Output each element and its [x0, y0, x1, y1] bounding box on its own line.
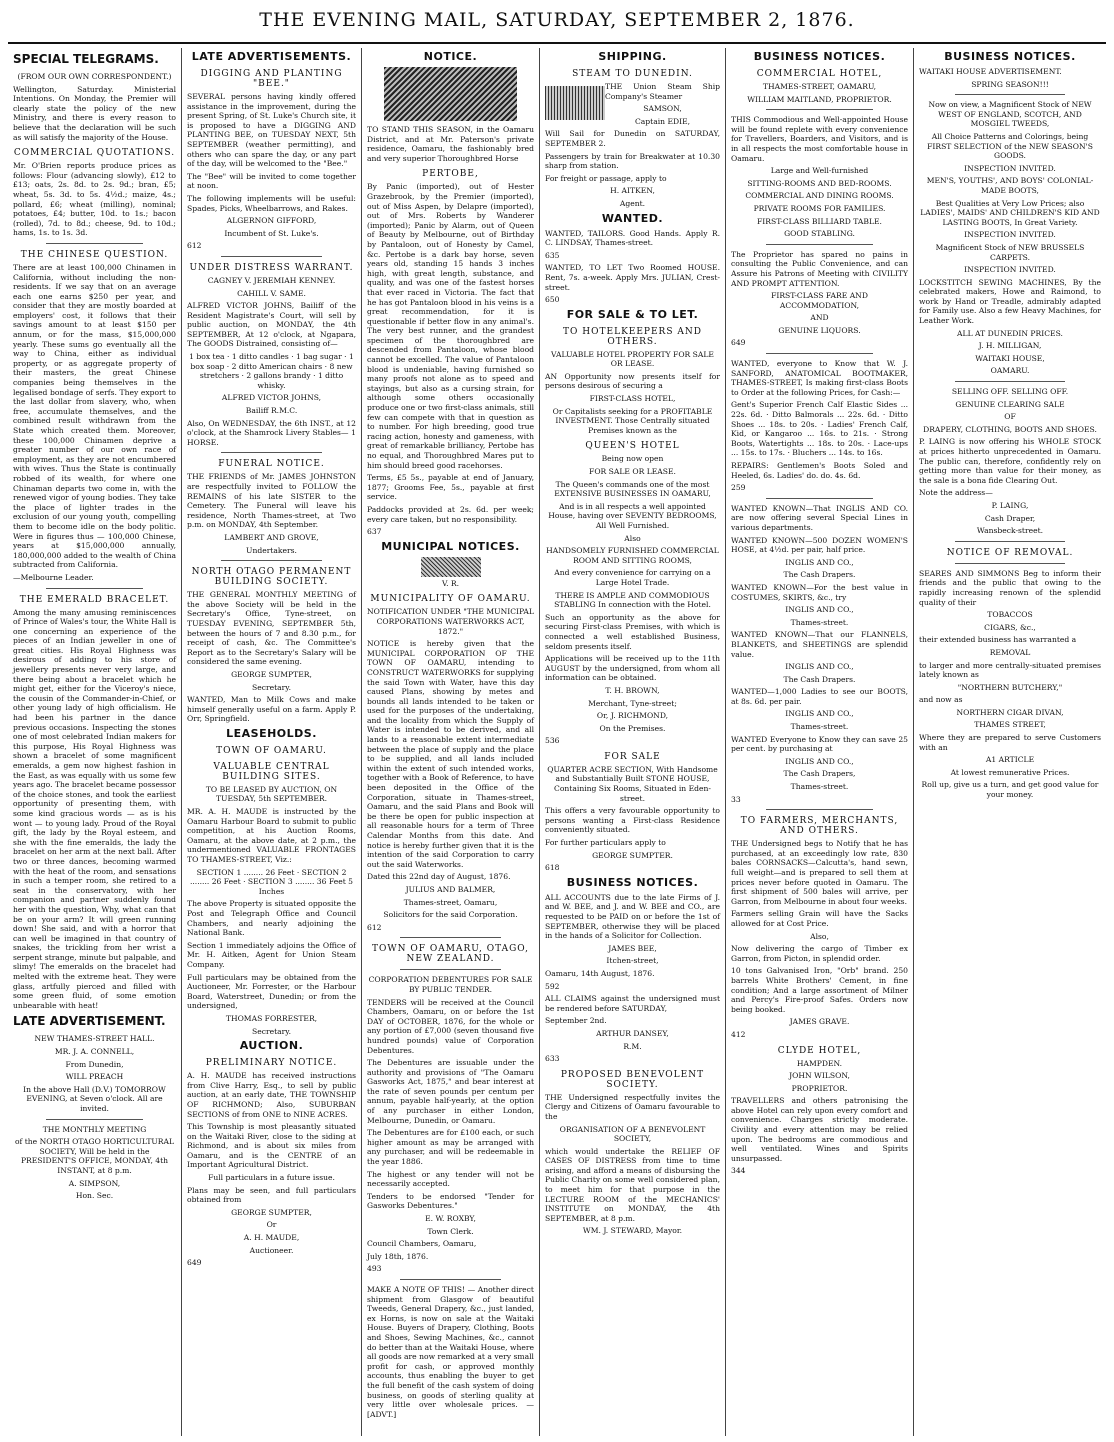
aitken-role: Agent.	[619, 198, 646, 208]
inglis-street: Thames-street.	[790, 782, 849, 792]
solicitors-address: Thames-street, Oamaru,	[403, 897, 498, 907]
council-date: July 18th, 1876.	[367, 1251, 429, 1261]
cigar-divan: NORTHERN CIGAR DIVAN,	[956, 707, 1064, 717]
debentures-amount: The Debentures are for £100 each, or such higher amount as may be arranged with any purchaser, and will be redeemable in the year 1886.	[367, 1128, 534, 1167]
ad-number: 344	[731, 1166, 746, 1176]
horse-engraving-image	[384, 67, 518, 121]
case-name-2: CAHILL V. SAME.	[237, 288, 306, 298]
captain-name: Captain EDIE,	[634, 116, 691, 126]
column-2	[182, 48, 362, 1436]
divider	[766, 809, 872, 810]
grain-text: Farmers selling Grain will have the Sacks allowed for at Cost Price.	[731, 909, 908, 928]
masthead-rule	[8, 42, 1106, 44]
johns-signature: ALFRED VICTOR JOHNS,	[221, 393, 322, 403]
forrester-role: Secretary.	[252, 1026, 291, 1036]
also-label: Also,	[810, 931, 829, 941]
undertakers-role: Undertakers.	[246, 545, 297, 555]
inglis-save: WANTED Everyone to Know they can save 25 per cent. by purchasing at	[731, 734, 908, 754]
extended-business: their extended business has warranted a	[919, 635, 1077, 645]
quotations-heading: COMMERCIAL QUOTATIONS.	[13, 148, 176, 159]
column-1	[8, 48, 182, 1436]
cigars: CIGARS, &c.,	[984, 622, 1036, 632]
sumpter-name: GEORGE SUMPTER,	[231, 1207, 312, 1217]
hotel-fare: FIRST-CLASS FARE AND ACCOMMODATION,	[771, 291, 868, 310]
stud-terms: Terms, £5 5s., payable at end of January, 1877; Grooms Fee, 5s., payable at first service.	[367, 473, 534, 502]
roxby-role: Town Clerk.	[427, 1226, 474, 1236]
debentures-authority: The Debentures are issuable under the authority and provisions of "The Oamaru Gasworks Act, 1875," and bear interest at the rate of seven pounds per centum per annum, payable half-yearly, at the option of any purchaser in either London, Melbourne, Dunedin, or Oamaru.	[367, 1058, 534, 1125]
distress-warrant-text: ALFRED VICTOR JOHNS, Bailiff of the Resident Magistrate's Court, will sell by public auction, on MONDAY, the 4th SEPTEMBER, At 12 o'clock, at Ngapara, The GOODS Distrained, consisting of—	[187, 301, 356, 349]
benevolent-organisation: ORGANISATION OF A BENEVOLENT SOCIETY,	[559, 1124, 706, 1144]
inglis-role: The Cash Drapers.	[783, 674, 856, 684]
boot-repairs: REPAIRS: Gentlemen's Boots Soled and Heeled, 6s. Ladies' do. do. 4s. 6d.	[731, 461, 908, 480]
royal-crest-image	[421, 557, 481, 577]
ad-number: 633	[545, 1054, 560, 1064]
newspaper-title: THE EVENING MAIL, SATURDAY, SEPTEMBER 2, 1876.	[259, 9, 855, 31]
hall-name: NEW THAMES-STREET HALL.	[34, 1034, 155, 1044]
municipal-notices-heading: MUNICIPAL NOTICES.	[381, 539, 520, 553]
iron-text: 10 tons Galvanised Iron, "Orb" brand. 250 barrels White Brothers' Cement, in fine condition; And a large assortment of Milner and Percy's Fire-proof Safes. Orders now being booked.	[731, 966, 908, 1014]
johns-role: Bailiff R.M.C.	[245, 406, 298, 416]
tweeds-text: Now on view, a Magnificent Stock of NEW WEST OF ENGLAND, SCOTCH, AND MOSGIEL TWEEDS,	[928, 100, 1092, 129]
ad-number: 618	[545, 863, 560, 873]
richmond-plans: Plans may be seen, and full particulars obtained from	[187, 1185, 356, 1205]
farmers-heading: TO FARMERS, MERCHANTS, AND OTHERS.	[740, 816, 899, 837]
digging-bee-text: SEVERAL persons having kindly offered assistance in the improvement, during the present Spring, of St. Luke's Church site, it is proposed to have a DIGGING AND PLANTING BEE, on TUESDAY NEXT, 5th SEPTEMBER (weather permitting), and others who can spare the day, or any part of the day, will be welcomed to the "Bee."	[187, 92, 356, 169]
notice-heading: NOTICE.	[423, 50, 478, 63]
clyde-hotel-heading: CLYDE HOTEL,	[777, 1045, 862, 1056]
ad-number: 612	[367, 922, 382, 932]
preliminary-notice-heading: PRELIMINARY NOTICE.	[205, 1058, 338, 1069]
dated-line: Dated this 22nd day of August, 1876.	[367, 872, 511, 882]
colonial-boots: MEN'S, YOUTHS', AND BOYS' COLONIAL-MADE BOOTS,	[926, 176, 1094, 195]
wanted-milker-text: WANTED, Man to Milk Cows and make himself generally useful on a farm. Apply P. Orr, Springfield.	[187, 695, 356, 724]
ad-number: 412	[731, 1029, 746, 1039]
sewing-machines-text: LOCKSTITCH SEWING MACHINES, By the celebrated makers, Howe and Raimond, to work by Hand or Treadle, admirably adapted for Family use. Also a few Heavy Machines, for Leather Work.	[919, 277, 1101, 326]
steward-signature: WM. J. STEWARD, Mayor.	[582, 1226, 683, 1236]
richmond-signature: Or, J. RICHMOND,	[596, 711, 669, 721]
funeral-notice-heading: FUNERAL NOTICE.	[218, 459, 325, 470]
hotel-feature-5: FIRST-CLASS BILLIARD TABLE.	[757, 216, 882, 226]
ad-number: 650	[545, 295, 560, 305]
hotel-feature-4: PRIVATE ROOMS FOR FAMILIES.	[753, 203, 886, 213]
aitken-signature: H. AITKEN,	[610, 186, 655, 196]
divider	[766, 353, 872, 354]
steamer-image	[545, 86, 605, 120]
and-label: AND	[810, 313, 829, 323]
or-label: Or	[266, 1220, 277, 1230]
dunedin-prices: ALL AT DUNEDIN PRICES.	[957, 328, 1063, 338]
chinese-question-credit: —Melbourne Leader.	[13, 572, 94, 582]
clyde-owner: JOHN WILSON,	[789, 1071, 850, 1081]
newspaper-page	[8, 48, 1106, 1436]
selling-off-heading: SELLING OFF. SELLING OFF.	[951, 387, 1069, 397]
late-advertisements-heading: LATE ADVERTISEMENTS.	[191, 50, 352, 63]
sailing-text: Will Sail for Dunedin on SATURDAY, SEPTEMBER 2.	[545, 129, 720, 148]
divider	[221, 452, 322, 453]
hotel-feature-1: Large and Well-furnished	[770, 166, 869, 176]
northern-butchery: "NORTHERN BUTCHERY,"	[957, 682, 1063, 692]
richmond-text: A. H. MAUDE has received instructions from Clive Harry, Esq., to sell by public auction, at an early date, THE TOWNSHIP OF RICHMOND; Also, SUBURBAN SECTIONS of from ONE to NINE ACRES.	[187, 1071, 356, 1119]
shipping-heading: SHIPPING.	[598, 50, 667, 63]
note-address: Note the address—	[919, 488, 993, 498]
preach-details: In the above Hall (D.V.) TOMORROW EVENING, at Seven o'clock. All are invited.	[23, 1084, 166, 1113]
inglis-special-lines: WANTED KNOWN—That INGLIS AND CO. are now offering several Special Lines in various departments.	[731, 503, 908, 532]
claims-text: ALL CLAIMS against the undersigned must be rendered before SATURDAY,	[545, 994, 720, 1013]
sumpter-signature: GEORGE SUMPTER.	[592, 850, 673, 860]
divider	[955, 541, 1064, 542]
sanford-text: WANTED, everyone to Know that W. J. SANFORD, ANATOMICAL BOOTMAKER, THAMES-STREET, Is making first-class Boots to Order at the following Prices, for Cash:—	[731, 359, 908, 397]
waterworks-text: NOTICE is hereby given that the MUNICIPAL CORPORATION OF THE TOWN OF OAMARU, intending to CONSTRUCT WATERWORKS for supplying the said Town with Water, have this day caused Plans, showing by metes and bounds all lands intended to be taken or used for the purposes of the undertaking, and the locality from which the Supply of Water is intended to be derived, and all lands to a reasonable extent intermediate between the place of supply and the place to be supplied, and all lands included within the extent of such intended works, together with a Book of Reference, to have been deposited in the Office of the Corporation, situate in Thames-street, Oamaru, and the said Plans and Book will be there be open for public inspection at all reasonable hours for a term of Three Calendar Months from this date. And notice is hereby further given that it is the intention of the said Corporation to carry out the said Waterworks.	[367, 639, 534, 869]
inglis-role: Thames-street.	[790, 722, 849, 732]
clyde-location: HAMPDEN.	[796, 1058, 843, 1068]
hotel-feature-2: SITTING-ROOMS AND BED-ROOMS.	[747, 178, 892, 188]
richmond-role: On the Premises.	[599, 723, 666, 733]
preach-label: WILL PREACH	[65, 1072, 124, 1082]
roxby-signature: E. W. ROXBY,	[425, 1214, 476, 1223]
inglis-signature: INGLIS AND CO.,	[785, 756, 854, 766]
dansey-signature: ARTHUR DANSEY,	[596, 1028, 669, 1038]
for-sale-to-let-heading: FOR SALE & TO LET.	[566, 307, 699, 321]
bee-address: Itchen-street,	[606, 956, 659, 966]
clyde-text: TRAVELLERS and others patronising the above Hotel can rely upon every comfort and convenience. Charges strictly moderate. Civility and every attention may be relied upon. The bedrooms are commodious and well ventilated. Wines and Spirits unsurpassed.	[731, 1096, 908, 1163]
waitaki-advert-text: MAKE A NOTE OF THIS! — Another direct shipment from Glasgow of beautiful Tweeds, General Drapery, &c., just landed, ex Horns, is now on sale at the Waitaki House. Buyers of Drapery, Clothing, Boots and Shoes, Sewing Machines, &c., cannot do better than at the Waitaki House, where all goods are now remarked at a very small profit for cash, or approved monthly accounts, thus enabling the buyer to get the full benefit of the cash system of doing business, on goods of sterling quality at very little over wholesale prices. — [ADVT.]	[367, 1284, 534, 1419]
ad-number: 259	[731, 483, 746, 493]
divider	[400, 1279, 500, 1280]
benevolent-invite: THE Undersigned respectfully invites the Clergy and Citizens of Oamaru favourable to the	[545, 1092, 720, 1121]
sumpter-role: Secretary.	[252, 682, 291, 692]
horse-name: PERTOBE,	[422, 169, 479, 180]
clyde-role: PROPRIETOR.	[791, 1083, 848, 1093]
inglis-role: The Cash Drapers,	[783, 769, 856, 779]
hotelkeepers-heading: TO HOTELKEEPERS AND OTHERS.	[563, 326, 702, 347]
applications-text: Applications will be received up to the 11th AUGUST by the undersigned, from whom all information can be obtained.	[545, 654, 720, 683]
steam-dunedin-heading: STEAM TO DUNEDIN.	[572, 69, 693, 79]
drapery-list: DRAPERY, CLOTHING, BOOTS AND SHOES.	[923, 424, 1097, 434]
divider	[955, 381, 1064, 382]
meeting-signatory: A. SIMPSON,	[68, 1178, 121, 1188]
for-sale-heading: FOR SALE	[604, 751, 661, 762]
inglis-boots: WANTED—1,000 Ladies to see our BOOTS, at 8s. 6d. per pair.	[731, 687, 908, 706]
property-location: The above Property is situated opposite the Post and Telegraph Office and Council Chambers, and nearly adjoining the National Bank.	[187, 899, 356, 938]
premises-text: to larger and more centrally-situated premises lately known as	[919, 660, 1101, 680]
debentures-heading: CORPORATION DEBENTURES FOR SALE BY PUBLIC TENDER.	[368, 975, 533, 994]
column-5	[726, 48, 914, 1436]
spring-season: SPRING SEASON!!!	[971, 79, 1049, 89]
building-society-text: THE GENERAL MONTHLY MEETING of the above Society will be held in the Secretary's Office, Tyne-street, on TUESDAY EVENING, SEPTEMBER 5th, between the hours of 7 and 8.30 p.m., for receipt of cash, &c. The Committee's Report as to the Secretary's Salary will be considered the same evening.	[187, 590, 356, 667]
also-label: Also	[624, 533, 641, 543]
building-sites-heading: VALUABLE CENTRAL BUILDING SITES.	[213, 761, 330, 782]
seares-text: SEARES AND SIMMONS Beg to inform their friends and the public that owing to the rapidly increasing renown of the splendid quality of their	[919, 568, 1101, 607]
horse-sale-text: Also, On WEDNESDAY, the 6th INST., at 12 o'clock, at the Shamrock Livery Stables— 1 HORSE.	[187, 418, 356, 447]
distrained-items: 1 box tea · 1 ditto candles · 1 bag sugar · 1 box soap · 2 ditto American chairs · 8 new stretchers · 2 gallons brandy · 1 ditto whisky.	[189, 352, 354, 390]
inglis-costumes: WANTED KNOWN—For the best value in COSTUMES, SKIRTS, &c., try	[731, 582, 908, 602]
business-notices-heading: BUSINESS NOTICES.	[566, 875, 699, 889]
vr-label: V. R.	[441, 578, 460, 588]
gifford-signature: ALGERNON GIFFORD,	[226, 216, 317, 226]
residence-text: This offers a very favourable opportunity to persons wanting a First-class Residence conveniently situated.	[545, 806, 720, 835]
inspection-invited: INSPECTION INVITED.	[964, 163, 1056, 173]
digging-bee-invite: The "Bee" will be invited to come together at noon.	[187, 171, 356, 191]
hotel-description: THIS Commodious and Well-appointed House will be found replete with every convenience for Travellers, Boarders, and Visitors, and is in all respects the most comfortable house in Oamaru.	[731, 115, 908, 163]
removal-heading: NOTICE OF REMOVAL.	[946, 547, 1074, 558]
business-notices-heading: BUSINESS NOTICES.	[944, 50, 1076, 63]
divider	[766, 498, 872, 499]
wanted-tailors: WANTED, TAILORS. Good Hands. Apply R. C. LINDSAY, Thames-street.	[545, 228, 720, 248]
cornsacks-text: THE Undersigned begs to Notify that he has purchased, at an exceedingly low rate, 830 bales CORNSACKS—Calcutta's, hand sewn, full weight—and is prepared to sell them at prices never before quoted in Oamaru. The first shipment of 500 bales will arrive, per Garron, from Melbourne in about four weeks.	[731, 839, 908, 906]
stabling-text: THERE IS AMPLE AND COMMODIOUS STABLING In connection with the Hotel.	[554, 590, 711, 610]
of-label: OF	[1004, 412, 1016, 422]
brown-signature: T. H. BROWN,	[605, 685, 660, 695]
being-open: Being now open	[601, 454, 664, 464]
distress-warrant-heading: UNDER DISTRESS WARRANT.	[189, 262, 354, 273]
steamer-company: THE Union Steam Ship Company's Steamer	[605, 82, 720, 101]
removal-label: REMOVAL	[989, 647, 1031, 657]
ad-number: 493	[367, 1264, 382, 1274]
laing-street: Wansbeck-street.	[976, 526, 1044, 536]
forrester-signature: THOMAS FORRESTER,	[225, 1013, 318, 1023]
tenders-text: TENDERS will be received at the Council Chambers, Oamaru, on or before the 1st DAY of OCTOBER, 1876, for the whole or any portion of £7,000 (seven thousand five hundred pounds) value of Corporation Debentures.	[367, 997, 534, 1055]
capitalists-text: Or Capitalists seeking for a PROFITABLE INVESTMENT. Those Centrally situated Premises known as the	[552, 406, 713, 435]
laing-signature: P. LAING,	[991, 500, 1029, 510]
leaseholds-heading: LEASEHOLDS.	[226, 726, 317, 740]
masthead	[0, 0, 1114, 44]
queens-hotel: QUEEN'S HOTEL	[585, 441, 680, 452]
solicitors-role: Solicitors for the said Corporation.	[383, 910, 518, 920]
column-4	[540, 48, 726, 1436]
now-as: and now as	[919, 695, 963, 705]
divider	[766, 109, 872, 110]
meeting-title: THE MONTHLY MEETING	[42, 1124, 147, 1134]
maude-name: A. H. MAUDE,	[243, 1233, 300, 1243]
roll-up-text: Roll up, give us a turn, and get good value for your money.	[921, 780, 1099, 800]
ad-number: 649	[731, 338, 746, 348]
patterns-text: All Choice Patterns and Colorings, being FIRST SELECTION of the NEW SEASON'S GOODS.	[927, 131, 1093, 161]
sumpter-signature: GEORGE SUMPTER,	[231, 669, 312, 679]
timber-text: Now delivering the cargo of Timber ex Garron, from Picton, in splendid order.	[731, 944, 908, 963]
laing-role: Cash Draper,	[984, 513, 1036, 523]
commercial-hotel-heading: COMMERCIAL HOTEL,	[756, 69, 883, 79]
inglis-signature: INGLIS AND CO.,	[785, 662, 854, 672]
digging-bee-implements: The following implements will be useful: Spades, Picks, Wheelbarrows, and Rakes.	[187, 193, 356, 213]
column-6	[914, 48, 1106, 1436]
telegram-text: Wellington, Saturday. Ministerial Intentions. On Monday, the Premier will clearly state the policy of the new Ministry, and there is every reason to believe that the declaration will be such as will satisfy the majority of the House.	[13, 84, 176, 142]
inspection-invited: INSPECTION INVITED.	[964, 265, 1056, 275]
inglis-flannels: WANTED KNOWN—That our FLANNELS, BLANKETS, and SHEETINGS are splendid value.	[731, 630, 908, 659]
auction-heading: AUCTION.	[239, 1039, 304, 1053]
inglis-signature: INGLIS AND CO.,	[785, 709, 854, 719]
inglis-role: The Cash Drapers.	[783, 570, 856, 580]
customers-text: Where they are prepared to serve Customers with an	[919, 733, 1101, 752]
telegrams-source: (FROM OUR OWN CORRESPONDENT.)	[17, 72, 172, 81]
boot-prices: Gent's Superior French Calf Elastic Sides ... 22s. 6d. · Ditto Balmorals ... 22s. 6d. · Ditto Shoes ... 18s. to 20s. · Ladies' French Calf, Kid, or Kangaroo ... 16s. to 21s. · Strong Boots, Watertights ... 18s. to 20s. · Lace-ups ... 15s. to 17s. · Bluchers ... 14s. to 16s.	[731, 400, 908, 458]
bee-date: Oamaru, 14th August, 1876.	[545, 968, 655, 978]
convenience-text: And every convenience for carrying on a Large Hotel Trade.	[554, 568, 711, 587]
tender-acceptance: The highest or any tender will not be necessarily accepted.	[367, 1169, 534, 1189]
milligan-signature: J. H. MILLIGAN,	[978, 341, 1042, 351]
hotel-feature-6: GOOD STABLING.	[784, 229, 855, 239]
town-nz-heading: TOWN OF OAMARU, OTAGO, NEW ZEALAND.	[372, 944, 529, 965]
divider	[46, 588, 144, 589]
gifford-role: Incumbent of St. Luke's.	[224, 228, 319, 238]
laing-text: P. LAING is now offering his WHOLE STOCK at prices hitherto unprecedented in Oamaru. The public can, therefore, confidently rely on getting more than value for their money, as the sale is a bona fide Clearing Out.	[919, 437, 1101, 485]
divider	[955, 563, 1064, 564]
boots-variety: Best Qualities at Very Low Prices; also LADIES', MAIDS' AND CHILDREN'S KID AND LASTING BOOTS, In Great Variety.	[920, 198, 1100, 227]
late-advertisement-heading: LATE ADVERTISEMENT.	[13, 1014, 166, 1029]
hotel-street: THAMES-STREET, OAMARU,	[762, 82, 877, 91]
lowest-prices: At lowest remunerative Prices.	[950, 767, 1070, 777]
divider	[221, 256, 322, 257]
town-heading: TOWN OF OAMARU.	[216, 745, 327, 756]
emerald-bracelet-text: Among the many amusing reminiscences of Prince of Wales's tour, the White Hall is one concerning an experience of the pieces of an Indian jeweller in one of great cities. His Royal Highness was desirous of adding to his store of jewellery presents never very large, and there being about a bracelet which he might get, either for the Viceroy's niece, the cousin of the Commander-in-Chief, or other young lady of high officialism. He had been his partner in the dance previous occasions. Inspecting the stones one of most celebrated Indian makers for this purpose, His Royal Highness was shown a bracelet of some magnificent emeralds, a gem now highest fashion in the East, as was equally with us some few years ago. The bracelet became possessor of the choice stones, and took the earliest opportunity of presenting them, with some kind gracious words — as is his wont — to young lady. Proud of the Royal gift, the lady by the Royal esteem, and she with the fine emeralds, the lady the bracelet on her arm at the next ball. After two or three dances, becoming warmed with the heat of the room, and sensations in such a temper room, she retired to a seat in the conservatory, with her companion and partner suddenly found her with the question, Why, what can that be on your arm? It will green running down! She said, and with a horror that can well be imagined in that country of snakes, the trickling from her wrist a serpent strange, minute but palpable, and slimy! The emeralds on the bracelet had melted with the extreme heat. They were glass, artfully pierced and filled with some green fluid, of some emotion unbearable with heat!	[13, 607, 176, 1010]
ad-number: 592	[545, 981, 560, 991]
maude-role: Auctioneer.	[249, 1245, 294, 1255]
hotel-property-heading: VALUABLE HOTEL PROPERTY FOR SALE OR LEASE.	[551, 349, 714, 369]
clearing-sale: GENUINE CLEARING SALE	[955, 399, 1065, 409]
business-notices-heading: BUSINESS NOTICES.	[753, 50, 886, 63]
divider	[46, 1119, 144, 1120]
hotel-proprietor: WILLIAM MAITLAND, PROPRIETOR.	[747, 94, 892, 104]
ad-number: 33	[731, 794, 741, 804]
emerald-bracelet-heading: THE EMERALD BRACELET.	[19, 594, 170, 605]
richmond-situation: This Township is most pleasantly situated on the Waitaki River, close to the siding at Richmond, and is about six miles from Oamaru, and is the CENTRE of an Important Agricultural District.	[187, 1122, 356, 1170]
stone-house-text: QUARTER ACRE SECTION, With Handsome and Substantially Built STONE HOUSE, Containing Six Rooms, Situated in Eden-street.	[547, 764, 718, 803]
tobaccos: TOBACCOS	[987, 610, 1033, 620]
commercial-room-text: HANDSOMELY FURNISHED COMMERCIAL ROOM AND SITTING ROOMS,	[546, 546, 719, 565]
divider	[400, 937, 500, 938]
ad-number: 536	[545, 736, 560, 746]
case-name: CAGNEY V. JEREMIAH KENNEY.	[207, 275, 336, 285]
ad-number: 635	[545, 250, 560, 260]
section-adjoins: Section 1 immediately adjoins the Office of Mr. H. Aitken, Agent for Union Steam Company.	[187, 940, 356, 969]
divider	[766, 244, 872, 245]
bedrooms-text: And is in all respects a well appointed House, having over SEVENTY BEDROOMS, All Well Furnished.	[548, 501, 717, 530]
wanted-heading: WANTED.	[601, 211, 664, 225]
inglis-role: Thames-street.	[790, 617, 849, 627]
sections-list: SECTION 1 ........ 26 Feet · SECTION 2 ........ 26 Feet · SECTION 3 ........ 36 Feet 5 Inches	[189, 867, 354, 896]
column-3	[362, 48, 540, 1436]
inglis-signature: INGLIS AND CO.,	[785, 557, 854, 567]
divider	[400, 969, 500, 970]
opportunity-text: AN Opportunity now presents itself for persons desirous of securing a	[545, 371, 720, 391]
chinese-question-text: There are at least 100,000 Chinamen in California, without including the non-residents. If we say that on an average each one earns $250 per year, and consider that they are mostly boarded at employers' cost, it follows that their savings amount to at least $150 per annum, or for the mass, $15,000,000 yearly. These sums go eventually all the way to China, either as individual property, or as aggregate property of their masters, the great Chinese companies being themselves in the legalised bondage of serfs. They export to the last dollar from slavery, who, when free, accumulate themselves, and the combined result withdrawn from the State which created them. Moreover, these 100,000 Chinamen deprive a greater number of our own race of employment, as they are not encumbered with wives. Thus the State is continually robbed of its wealth, for where one Chinaman departs two come in, with the renewed vigor of young bodies. They take the place of lighter trades in the exclusion of our young youth, compelling them to become idle on the body politic. Were in figures thus — 100,000 Chinese, years at $15,000,000 annually, 180,000,000 added to the wealth of China subtracted from California.	[13, 262, 176, 570]
passengers-text: Passengers by train for Breakwater at 10.30 sharp from station.	[545, 151, 720, 171]
accounts-text: ALL ACCOUNTS due to the late Firms of J. and W. BEE, and J. and W. BEE and CO., are requested to be PAID on or before the 1st of SEPTEMBER, otherwise they will be placed in the hands of a Solicitor for Collection.	[545, 892, 720, 941]
carpets-text: Magnificent Stock of NEW BRUSSELS CARPETS.	[935, 242, 1085, 262]
proprietor-text: The Proprietor has spared no pains in consulting the Public Convenience, and can Assure his Patrons of Meeting with CIVILITY AND PROMPT ATTENTION.	[731, 249, 908, 288]
divider	[46, 243, 144, 244]
inglis-signature: INGLIS AND CO.,	[785, 605, 854, 615]
seldom-text: Such an opportunity as the above for securing First-class Premises, with which is connected a well established Business, seldom presents itself.	[545, 612, 720, 651]
claims-date: September 2nd.	[545, 1016, 607, 1026]
a1-article: A1 ARTICLE	[985, 755, 1035, 765]
quotations-text: Mr. O'Brien reports produce prices as follows: Flour (advancing slowly), £12 to £13; oats, 2s. 8d. to 2s. 9d.; bran, £5; wheat, 5s. 3d. to 5s. 4½d.; maize, 4s.; pollard, £6; wheat (milling), nominal; potatoes, £4; butter, 10d. to 1s.; bacon (rolled), 7d. to 8d.; cheese, 9d. to 10d.; hams, 1s. to 1s. 3d.	[13, 161, 176, 238]
lease-particulars: Full particulars may be obtained from the Auctioneer, Mr. Forrester, or the Harbour Board, Waterstreet, Dunedin; or from the undersigned,	[187, 972, 356, 1011]
notification-heading: NOTIFICATION UNDER "THE MUNICIPAL CORPORATIONS WATERWORKS ACT, 1872."	[367, 607, 534, 636]
wanted-house: WANTED, TO LET Two Roomed HOUSE. Rent, 7s. a-week. Apply Mrs. JULIAN, Crest-street.	[545, 263, 720, 292]
divider	[221, 560, 322, 561]
stud-notice-text: TO STAND THIS SEASON, in the Oamaru District, and at Mr. Paterson's private residence, Oamaru, the fashionably bred and very superior Thoroughbred Horse	[367, 125, 534, 163]
bee-signature: JAMES BEE,	[608, 943, 657, 953]
pastor-from: From Dunedin,	[65, 1059, 124, 1069]
ad-number: 612	[187, 241, 202, 251]
meeting-details: of the NORTH OTAGO HORTICULTURAL SOCIETY, Will be held in the PRESIDENT'S OFFICE, MONDAY, 4th INSTANT, at 8 p.m.	[14, 1137, 175, 1175]
ship-name: SAMSON,	[643, 104, 682, 114]
meeting-signatory-role: Hon. Sec.	[75, 1191, 114, 1201]
inglis-hose: WANTED KNOWN—500 DOZEN WOMEN'S HOSE, at 4½d. per pair, half price.	[731, 535, 908, 555]
pedigree-text: By Panic (imported), out of Hester Grazebrook, by the Premier (imported), out of Miss Aspen, by Delapre (imported), out of Mrs. Roberts by Wanderer (imported); Panic by Alarm, out of Queen of Beauty by Melbourne, out of Birthday by Pantaloon, out of Honesty by Camel, &c. Pertobe is a dark bay horse, seven years old, standing 15 hands 3 inches high, with great length, substance, and quality, and was one of the fastest horses that ever raced in Victoria. The fact that he has got Pantaloon blood in his veins is a great recommendation, for it is questionable if better flow in any animal's. The very best runner, and the grandest specimen of the thoroughbred are descended from Pantaloon, whose blood cannot be excelled. The value of Pantaloon blood is undeniable, having furnished so many proofs not alone as to speed and stayings, but also as a cursing strain, for although some others occasionally produce one or two first-class animals, still few can compete with that in question as to number. For high breeding, good true racing action, honesty and gameness, with great of remarkable brilliancy, Pertobe has no equal, and Thoroughbred Mares put to him should breed good racehorses.	[367, 182, 534, 470]
richmond-future: Full particulars in a future issue.	[208, 1173, 335, 1183]
benevolent-heading: PROPOSED BENEVOLENT SOCIETY.	[560, 1069, 705, 1090]
paddock-terms: Paddocks provided at 2s. 6d. per week; every care taken, but no responsibility.	[367, 504, 534, 524]
brown-address: Merchant, Tyne-street;	[588, 698, 677, 708]
dansey-role: R.M.	[623, 1041, 642, 1051]
lease-date: TO BE LEASED BY AUCTION, ON TUESDAY, 5th SEPTEMBER.	[205, 784, 338, 804]
ad-number: 649	[187, 1258, 202, 1268]
waitaki-heading: WAITAKI HOUSE ADVERTISEMENT.	[919, 67, 1062, 76]
hotel-feature-3: COMMERCIAL AND DINING ROOMS.	[745, 191, 894, 201]
council-chambers: Council Chambers, Oamaru,	[367, 1239, 477, 1249]
building-society-heading: NORTH OTAGO PERMANENT BUILDING SOCIETY.	[191, 567, 352, 588]
benevolent-text: which would undertake the RELIEF OF CASES OF DISTRESS from time to time arising, and afford a means of disbursing the Public Charity on some well considered plan, to meet him for that purpose in the LECTURE ROOM of the MECHANICS' INSTITUTE on MONDAY, the 4th SEPTEMBER, at 8 p.m.	[545, 1146, 720, 1223]
divider	[955, 94, 1064, 95]
first-class-hotel: FIRST-CLASS HOTEL,	[589, 394, 676, 404]
municipality-heading: MUNICIPALITY OF OAMARU.	[370, 594, 531, 605]
lease-text: MR. A. H. MAUDE is instructed by the Oamaru Harbour Board to submit to public competition, at his Auction Rooms, Oamaru, at the above date, at 2 p.m., the undermentioned VALUABLE FRONTAGES TO THAMES-STREET, Viz.:	[187, 807, 356, 865]
for-sale-lease: FOR SALE OR LEASE.	[589, 467, 676, 477]
freight-text: For freight or passage, apply to	[545, 173, 667, 183]
inspection-invited: INSPECTION INVITED.	[964, 230, 1056, 240]
digging-bee-heading: DIGGING AND PLANTING "BEE."	[200, 69, 343, 89]
ad-number: 637	[367, 527, 382, 537]
particulars-text: For further particulars apply to	[545, 838, 666, 848]
milligan-town: OAMARU.	[990, 366, 1030, 376]
genuine-liquors: GENUINE LIQUORS.	[778, 325, 861, 335]
extensive-business: The Queen's commands one of the most EXTENSIVE BUSINESSES IN OAMARU,	[554, 479, 711, 499]
special-telegrams-heading: SPECIAL TELEGRAMS.	[13, 52, 159, 66]
undertakers-name: LAMBERT AND GROVE,	[224, 532, 319, 542]
tender-endorse: Tenders to be endorsed "Tender for Gasworks Debentures."	[367, 1191, 534, 1211]
solicitors-name: JULIUS AND BALMER,	[405, 884, 496, 894]
funeral-notice-text: THE FRIENDS of Mr. JAMES JOHNSTON are respectfully invited to FOLLOW the REMAINS of his late SISTER to the Cemetery. The Funeral will leave his residence, North Thames-street, at Two p.m. on MONDAY, 4th September.	[187, 472, 356, 530]
milligan-store: WAITAKI HOUSE,	[975, 353, 1045, 363]
chinese-question-heading: THE CHINESE QUESTION.	[20, 249, 169, 260]
pastor-name: MR. J. A. CONNELL,	[54, 1047, 135, 1057]
grave-signature: JAMES GRAVE.	[789, 1017, 850, 1027]
divan-street: THAMES STREET,	[974, 720, 1046, 730]
